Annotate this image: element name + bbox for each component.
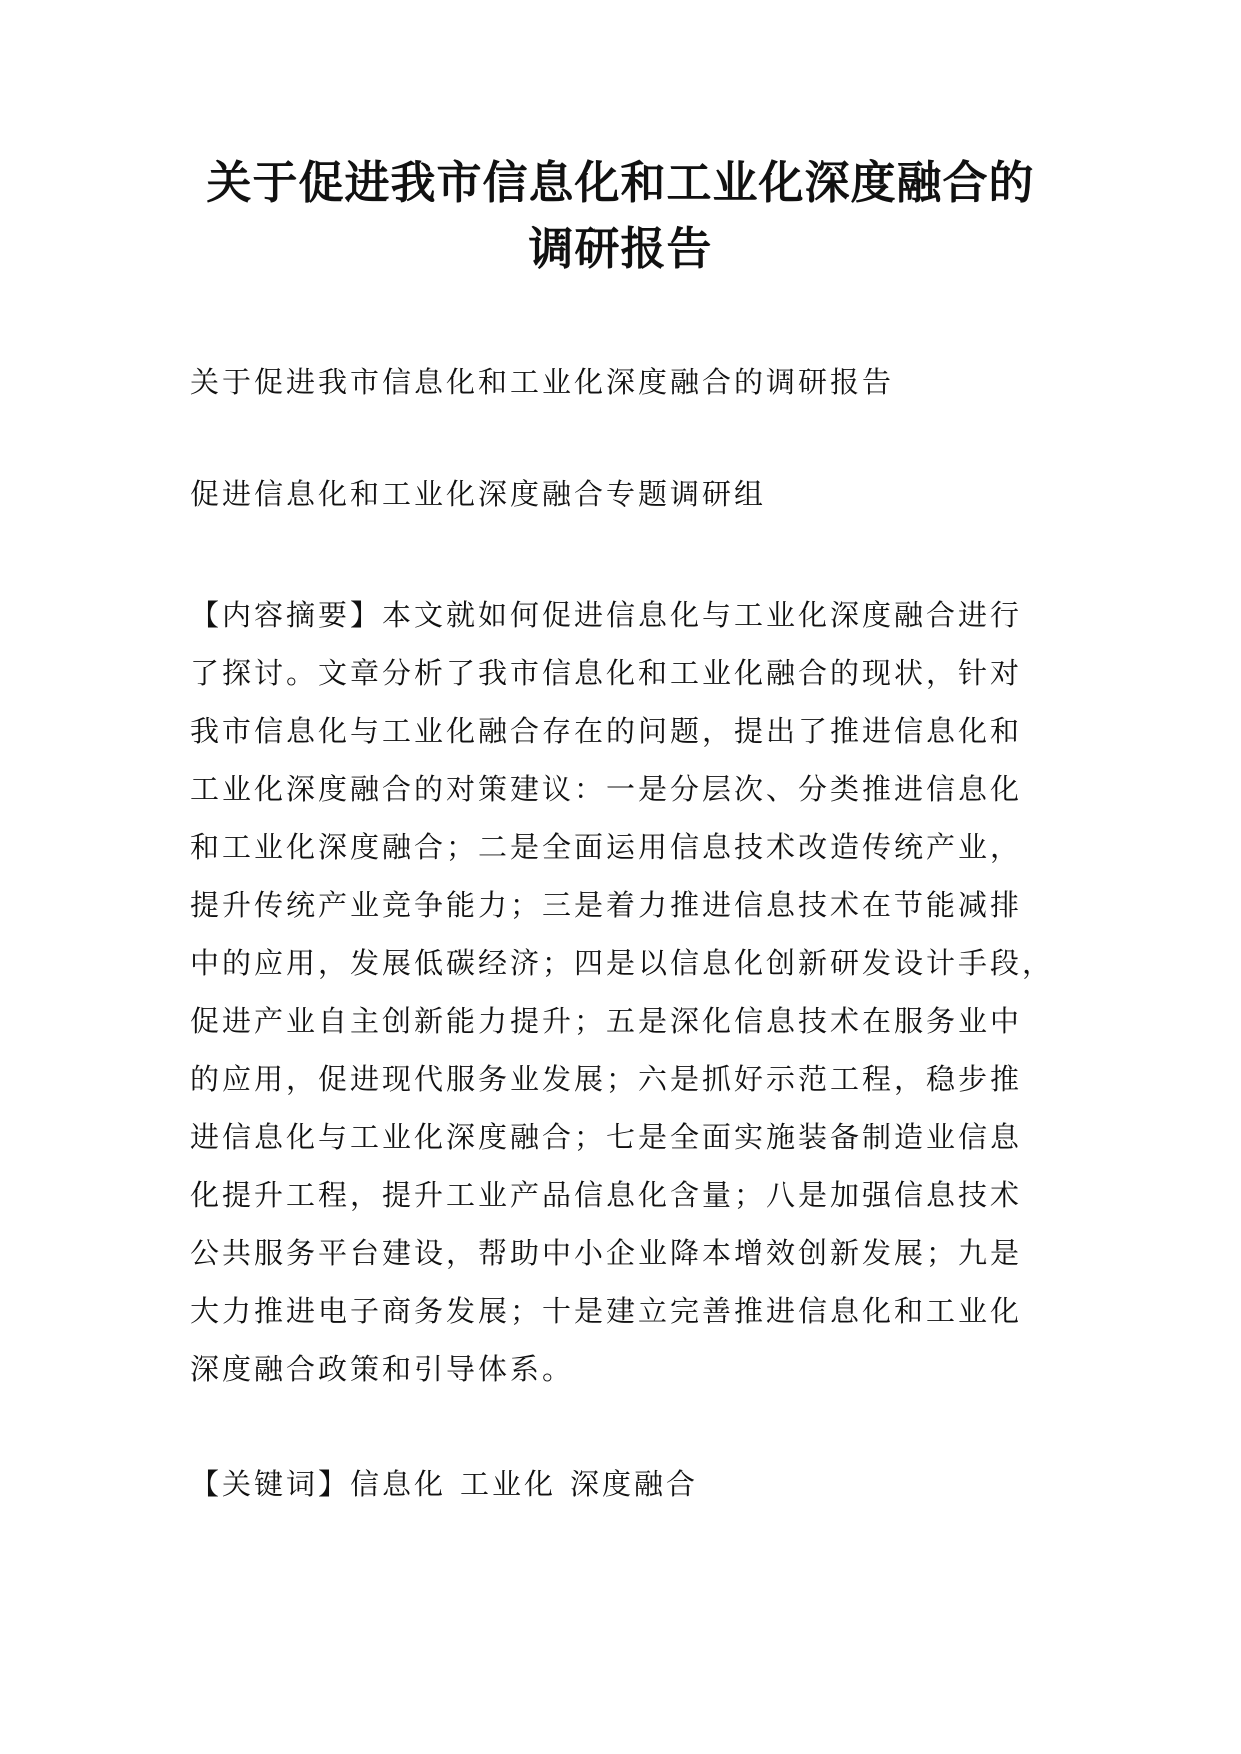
abstract-line: 中的应用，发展低碳经济；四是以信息化创新研发设计手段， [190,946,1055,980]
abstract-line: 进信息化与工业化深度融合；七是全面实施装备制造业信息 [190,1120,1023,1154]
abstract-line: 提升传统产业竞争能力；三是着力推进信息技术在节能减排 [190,888,1023,922]
abstract-line: 工业化深度融合的对策建议：一是分层次、分类推进信息化 [190,772,1023,806]
abstract [190,586,1070,1398]
abstract-line: 化提升工程，提升工业产品信息化含量；八是加强信息技术 [190,1178,1023,1212]
abstract-line: 【内容摘要】本文就如何促进信息化与工业化深度融合进行 [190,598,1023,632]
abstract-line: 的应用，促进现代服务业发展；六是抓好示范工程，稳步推 [190,1062,1023,1096]
abstract-line: 深度融合政策和引导体系。 [190,1352,575,1386]
title-line-1: 关于促进我市信息化和工业化深度融合的 [206,156,1035,209]
author-group: 促进信息化和工业化深度融合专题调研组 [190,477,767,511]
keywords [190,1462,1070,1506]
document-title [150,150,1091,282]
abstract-line: 我市信息化与工业化融合存在的问题，提出了推进信息化和 [190,714,1023,748]
title-line-2: 调研报告 [528,222,713,275]
abstract-line: 促进产业自主创新能力提升；五是深化信息技术在服务业中 [190,1004,1023,1038]
document-subtitle: 关于促进我市信息化和工业化深度融合的调研报告 [190,365,895,399]
keyword-item: 深度融合 [570,1467,699,1501]
keyword-item: 工业化 [460,1467,557,1501]
abstract-line: 了探讨。文章分析了我市信息化和工业化融合的现状，针对 [190,656,1023,690]
abstract-line: 公共服务平台建设，帮助中小企业降本增效创新发展；九是 [190,1236,1023,1270]
abstract-line: 和工业化深度融合；二是全面运用信息技术改造传统产业， [190,830,1023,864]
abstract-line: 大力推进电子商务发展；十是建立完善推进信息化和工业化 [190,1294,1023,1328]
keyword-item: 信息化 [350,1467,447,1501]
keywords-label: 【关键词】 [190,1467,351,1501]
